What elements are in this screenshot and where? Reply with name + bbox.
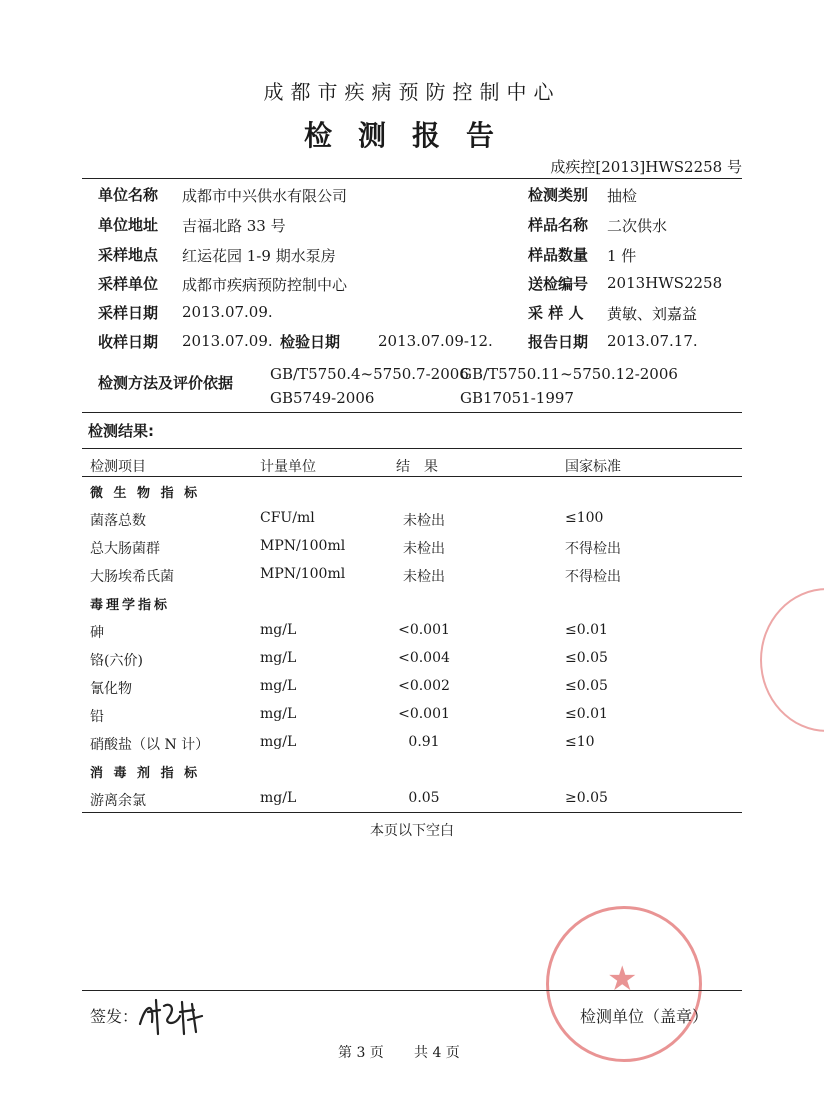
row-unit: MPN/100ml — [260, 566, 346, 582]
report-date-value: 2013.07.17. — [607, 332, 698, 350]
section-title: 消 毒 剂 指 标 — [90, 766, 201, 781]
row-unit: CFU/ml — [260, 510, 315, 526]
footer-rule — [82, 990, 742, 991]
row-result: <0.001 — [398, 622, 450, 638]
col-header-unit: 计量单位 — [260, 459, 316, 475]
row-item: 氰化物 — [90, 681, 132, 697]
row-item: 硝酸盐（以 N 计） — [90, 737, 210, 753]
sampler-value: 黄敏、刘嘉益 — [607, 305, 698, 323]
star-icon: ★ — [607, 959, 638, 999]
methods-label: 检测方法及评价依据 — [98, 374, 234, 392]
unit-address-label: 单位地址 — [98, 216, 159, 234]
row-result: 未检出 — [403, 569, 445, 585]
row-item: 游离余氯 — [90, 793, 146, 809]
header-rule — [82, 178, 742, 179]
handwritten-signature — [136, 994, 210, 1038]
blank-note: 本页以下空白 — [370, 823, 454, 839]
sign-label: 签发： — [90, 1007, 139, 1026]
sample-date-label: 采样日期 — [98, 304, 159, 322]
test-date-value: 2013.07.09-12. — [378, 332, 493, 350]
row-standard: ≤100 — [565, 510, 604, 526]
report-date-label: 报告日期 — [528, 333, 589, 351]
sample-unit-value: 成都市疾病预防控制中心 — [182, 276, 348, 294]
row-standard: ≤0.01 — [565, 706, 608, 722]
stamp-label: 检测单位（盖章） — [580, 1007, 709, 1026]
row-unit: mg/L — [260, 790, 297, 806]
row-unit: MPN/100ml — [260, 538, 346, 554]
method-1b: GB/T5750.11~5750.12-2006 — [460, 365, 678, 383]
info-rule — [82, 412, 742, 413]
row-unit: mg/L — [260, 734, 297, 750]
unit-name-value: 成都市中兴供水有限公司 — [182, 187, 348, 205]
results-bottom-rule — [82, 812, 742, 813]
col-header-item: 检测项目 — [90, 459, 146, 475]
row-standard: ≤10 — [565, 734, 595, 750]
row-result: <0.004 — [398, 650, 450, 666]
sample-date-value: 2013.07.09. — [182, 303, 273, 321]
receive-date-value: 2013.07.09. — [182, 332, 273, 350]
row-unit: mg/L — [260, 622, 297, 638]
col-header-result: 结 果 — [396, 459, 438, 475]
row-standard: ≤0.01 — [565, 622, 608, 638]
row-standard: ≤0.05 — [565, 678, 608, 694]
test-type-label: 检测类别 — [528, 186, 589, 204]
row-result: 0.91 — [408, 734, 440, 750]
row-unit: mg/L — [260, 706, 297, 722]
unit-name-label: 单位名称 — [98, 186, 159, 204]
results-top-rule — [82, 448, 742, 449]
row-item: 大肠埃希氏菌 — [90, 569, 174, 585]
row-item: 砷 — [90, 625, 104, 641]
row-result: <0.001 — [398, 706, 450, 722]
row-item: 铅 — [90, 709, 104, 725]
send-no-value: 2013HWS2258 — [607, 274, 723, 292]
row-unit: mg/L — [260, 650, 297, 666]
document-number: 成疾控[2013]HWS2258 号 — [550, 158, 742, 176]
col-header-rule — [82, 476, 742, 477]
row-result: <0.002 — [398, 678, 450, 694]
row-result: 0.05 — [408, 790, 440, 806]
partial-seal-stamp — [760, 588, 824, 732]
organization-name: 成都市疾病预防控制中心 — [263, 80, 561, 104]
row-standard: ≤0.05 — [565, 650, 608, 666]
section-title: 毒理学指标 — [90, 598, 171, 613]
sampler-label: 采 样 人 — [528, 304, 584, 322]
row-standard: ≥0.05 — [565, 790, 608, 806]
page-total: 共 4 页 — [414, 1045, 460, 1061]
sample-name-label: 样品名称 — [528, 216, 589, 234]
section-title: 微 生 物 指 标 — [90, 486, 201, 501]
page-number: 第 3 页 — [338, 1045, 384, 1061]
method-1a: GB/T5750.4~5750.7-2006 — [270, 365, 469, 383]
official-seal-stamp — [546, 906, 702, 1062]
row-item: 菌落总数 — [90, 513, 146, 529]
method-2a: GB5749-2006 — [270, 389, 375, 407]
method-2b: GB17051-1997 — [460, 389, 574, 407]
test-date-label: 检验日期 — [280, 333, 341, 351]
report-title: 检测报告 — [303, 119, 520, 152]
row-result: 未检出 — [403, 541, 445, 557]
unit-address-value: 吉福北路 33 号 — [182, 217, 286, 235]
row-unit: mg/L — [260, 678, 297, 694]
sample-site-label: 采样地点 — [98, 246, 159, 264]
sample-qty-label: 样品数量 — [528, 246, 589, 264]
sample-qty-value: 1 件 — [607, 247, 637, 265]
sample-name-value: 二次供水 — [607, 217, 668, 235]
receive-date-label: 收样日期 — [98, 333, 159, 351]
sample-unit-label: 采样单位 — [98, 275, 159, 293]
row-item: 总大肠菌群 — [90, 541, 160, 557]
row-result: 未检出 — [403, 513, 445, 529]
test-type-value: 抽检 — [607, 187, 638, 205]
row-standard: 不得检出 — [565, 569, 621, 585]
row-item: 铬(六价) — [90, 653, 143, 669]
row-standard: 不得检出 — [565, 541, 621, 557]
sample-site-value: 红运花园 1-9 期水泵房 — [182, 247, 336, 265]
results-heading: 检测结果: — [88, 422, 154, 440]
col-header-standard: 国家标准 — [565, 459, 621, 475]
send-no-label: 送检编号 — [528, 275, 589, 293]
